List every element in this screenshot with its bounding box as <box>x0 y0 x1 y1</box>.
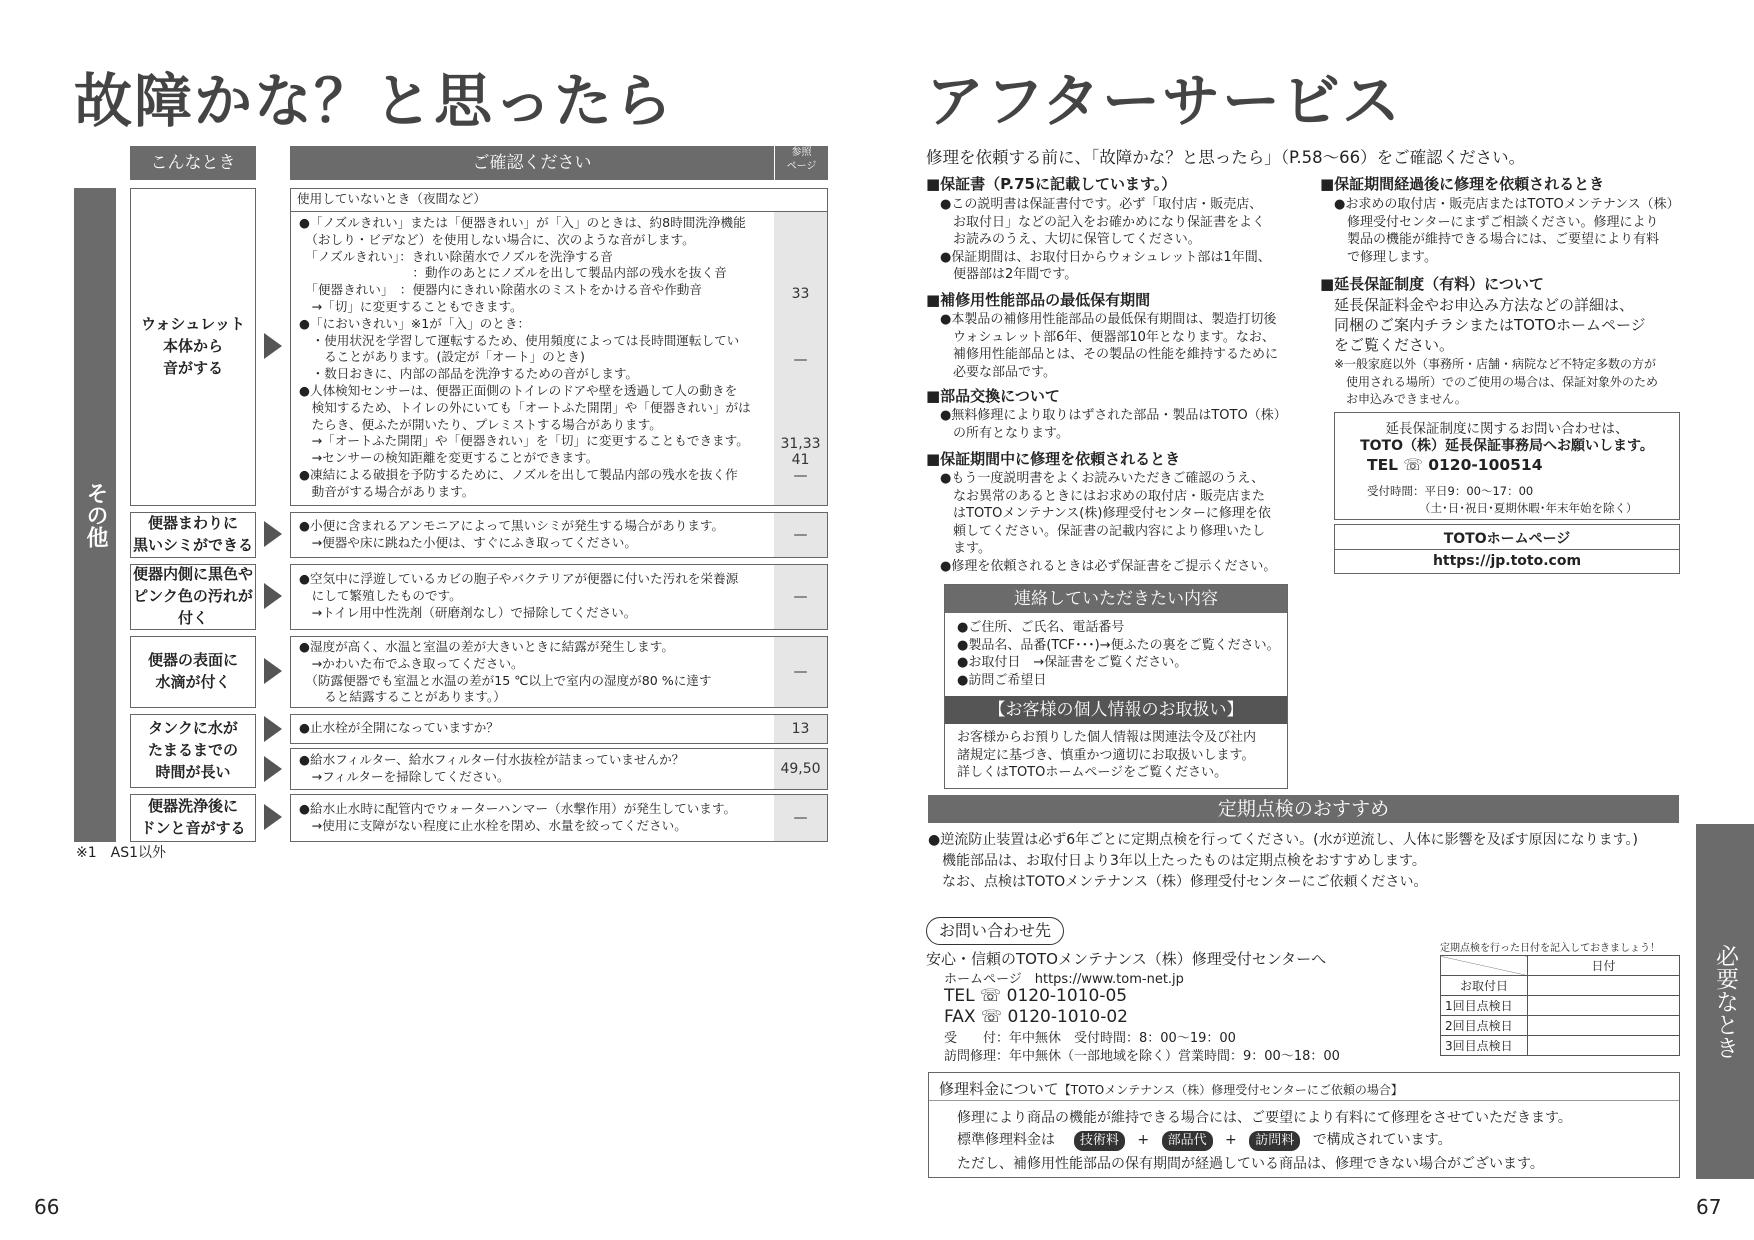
symptom-slow-tank <box>130 714 256 788</box>
fee-line3: ただし、補修用性能部品の保有期間が経過している商品は、修理できない場合がございます。 <box>957 1156 1544 1172</box>
page-number-left: 66 <box>34 1195 60 1219</box>
extended-title: ■延長保証制度（有料）について <box>1320 275 1544 293</box>
inquiry-center: 安心・信頼のTOTOメンテナンス（株）修理受付センターへ <box>926 950 1327 968</box>
ext-contact-hours: 受付時間：平日9：00～17：00 <box>1367 484 1534 498</box>
symptom-label: 便器内側に黒色や ピンク色の汚れが 付く <box>132 565 253 627</box>
ref-value: — <box>793 468 808 484</box>
fee-title-sub: 【TOTOメンテナンス（株）修理受付センターにご依頼の場合】 <box>1058 1083 1403 1097</box>
ref-column <box>774 513 827 557</box>
inspection-title: 定期点検のおすすめ <box>928 795 1679 823</box>
symptom-label: 便器洗浄後に ドンと音がする <box>140 797 246 837</box>
symptom-pink-stain <box>130 564 256 630</box>
table-row-label: 3回目点検日 <box>1441 1036 1528 1056</box>
inquiry-tel[interactable]: TEL ☏ 0120-1010-05 <box>944 986 1128 1006</box>
check-text: ●空気中に浮遊しているカビの胞子やバクテリアが便器に付いた汚れを栄養源 にして繁殖したものです。 →トイレ用中性洗剤（研磨剤なし）で掃除してください。 <box>299 571 739 620</box>
exchange-title: ■部品交換について <box>926 387 1060 405</box>
ref-value: 31,33 <box>780 436 821 452</box>
table-corner <box>1441 956 1528 976</box>
ref-value: — <box>793 664 808 680</box>
symptom-header: こんなとき <box>130 146 256 180</box>
symptom-label: タンクに水が たまるまでの 時間が長い <box>147 719 238 781</box>
ref-value: — <box>793 352 808 368</box>
check-text: ●湿度が高く、水温と室温の差が大きいときに結露が発生します。 →かわいた布でふき取ってください。 （防露便器でも室温と水温の差が15 ℃以上で室内の湿度が80 %に達す ると結露することがあります。） <box>299 639 712 705</box>
during-title: ■保証期間中に修理を依頼されるとき <box>926 450 1181 468</box>
hp-label: TOTOホームページ <box>1443 531 1571 547</box>
page-number-right: 67 <box>1696 1195 1722 1219</box>
ext-contact-hours2: （土･日･祝日･夏期休暇･年末年始を除く） <box>1419 501 1638 515</box>
ref-column <box>774 715 827 743</box>
ref-column <box>774 795 827 841</box>
ref-value: — <box>793 589 808 605</box>
check-text: ●給水フィルター、給水フィルター付水抜栓が詰まっていませんか？ →フィルターを掃除してください。 <box>299 752 685 784</box>
right-page-title: アフターサービス <box>926 67 1402 135</box>
ext-contact-line2: TOTO（株）延長保証事務局へお願いします。 <box>1360 438 1654 454</box>
check-valve <box>290 714 828 744</box>
fee-line1: 修理により商品の機能が維持できる場合には、ご要望により有料にて修理をさせていただきます。 <box>957 1110 1572 1126</box>
check-text: ●小便に含まれるアンモニアによって黒いシミが発生する場合があります。 →便器や床に跳ねた小便は、すぐにふき取ってください。 <box>299 518 725 550</box>
ref-column <box>774 565 827 629</box>
inquiry-hp[interactable]: ホームページ https://www.tom-net.jp <box>944 972 1184 987</box>
inquiry-fax: FAX ☏ 0120-1010-02 <box>944 1007 1128 1027</box>
category-label: その他 <box>74 188 116 842</box>
check-filter <box>290 748 828 790</box>
hp-url[interactable]: https://jp.toto.com <box>1432 553 1582 569</box>
check-text: ●給水止水時に配管内でウォーターハンマー（水撃作用）が発生しています。 →使用に支障がない程度に止水栓を閉め、水量を絞ってください。 <box>299 801 737 833</box>
date-cell[interactable] <box>1528 976 1680 996</box>
exchange-text: ●無料修理により取りはずされた部品・製品はTOTO（株） の所有となります。 <box>940 408 1287 441</box>
symptom-noise <box>130 188 256 506</box>
symptom-label: 便器の表面に 水滴が付く <box>147 651 238 691</box>
symptom-label: 便器まわりに 黒いシミができる <box>132 514 253 554</box>
date-cell[interactable] <box>1528 1016 1680 1036</box>
inquiry-hours: 受 付：年中無休 受付時間：8：00～19：00 <box>944 1031 1236 1046</box>
intro-text: 修理を依頼する前に、「故障かな？と思ったら」（P.58～66）をご確認ください。 <box>926 148 1526 167</box>
fee-line2-post: で構成されています。 <box>1312 1132 1452 1148</box>
table-header: 日付 <box>1528 956 1680 976</box>
date-cell[interactable] <box>1528 996 1680 1016</box>
fee-box <box>928 1072 1680 1178</box>
check-table-caption: 定期点検を行った日付を記入しておきましょう！ <box>1440 943 1660 954</box>
contact-box-text: ●ご住所、ご氏名、電話番号 ●製品名、品番(TCF･･･)→便ふたの裏をご覧ください。 ●お取付日 →保証書をご覧ください。 ●訪問ご希望日 <box>957 620 1280 688</box>
ref-value: 41 <box>791 452 810 468</box>
extended-note: ※一般家庭以外（事務所・店舗・病院など不特定多数の方が 使用される場所）でのご使用の場合は、保証対象外のため お申込みできません。 <box>1334 357 1659 406</box>
plus-symbol: + <box>1225 1132 1237 1148</box>
arrow-icon <box>264 804 282 830</box>
ref-value: 33 <box>791 286 810 302</box>
table-row-label: お取付日 <box>1441 976 1528 996</box>
ref-value: — <box>793 527 808 543</box>
ref-column <box>774 212 827 505</box>
extended-text: 延長保証料金やお申込み方法などの詳細は、 同梱のご案内チラシまたはTOTOホームページ をご覧ください。 <box>1334 296 1646 354</box>
check-table <box>1440 955 1680 1056</box>
ext-contact-tel[interactable]: TEL ☏ 0120-100514 <box>1367 456 1543 474</box>
arrow-icon <box>264 756 282 782</box>
check-text: ●「ノズルきれい」または「便器きれい」が「入」のときは、約8時間洗浄機能 （おしり・ビデなど）を使用しない場合に、次のような音がします。 「ノズルきれい」：きれい除菌水でノズルを洗浄する音 ：動作のあとにノズルを出して製品内部の残水を抜く音 「便器きれい」 ：便器内にきれい除菌水のミストをかける音や作動音 →「切」に変更することもできます。 ●「においきれい」※1が「入」のとき： ・使用状況を学習して運転するため、使用頻度によっては長時間運転してい ることがあります。(設定が「オート」のとき) ・数日おきに、内部の部品を洗浄するための音がします。 ●人体検知センサーは、便器正面側のトイレのドアや壁を透過して人の動きを 検知するため、トイレの外にいても「オートふた開閉」や「便器きれい」がは たらき、便ふたが開いたり、プレミストする場合があります。 →「オートふた開閉」や「便器きれい」を「切」に変更することもできます。 →センサーの検知距離を変更することができます。 ●凍結による破損を予防するために、ノズルを出して製品内部の残水を抜く作 動音がする場合があります。 <box>299 215 751 499</box>
date-cell[interactable] <box>1528 1036 1680 1056</box>
contact-box-title: 連絡していただきたい内容 <box>945 585 1287 613</box>
footnote: ※1 AS1以外 <box>76 845 167 861</box>
check-header: ご確認ください <box>290 146 774 180</box>
arrow-icon <box>264 333 282 359</box>
check-noise <box>290 188 828 506</box>
ref-value: 13 <box>791 721 810 737</box>
check-water-hammer <box>290 794 828 842</box>
fee-line2-pre: 標準修理料金は <box>957 1132 1055 1148</box>
after-title: ■保証期間経過後に修理を依頼されるとき <box>1320 175 1605 193</box>
arrow-icon <box>264 583 282 609</box>
hp-box <box>1334 524 1680 574</box>
table-row-label: 2回目点検日 <box>1441 1016 1528 1036</box>
inquiry-visit: 訪問修理：年中無休（一部地域を除く）営業時間：9：00～18：00 <box>944 1049 1340 1064</box>
arrow-icon <box>264 716 282 742</box>
ref-column <box>774 749 827 789</box>
ext-contact-box <box>1334 412 1680 520</box>
warranty-text: ●この説明書は保証書付です。必ず「取付店・販売店、 お取付日」などの記入をお確かめになり保証書をよく お読みのうえ、大切に保管してください。 ●保証期間は、お取付日からウォシュレット部は1年間、 便器部は2年間です。 <box>940 197 1271 282</box>
privacy-box-text: お客様からお預りした個人情報は関連法令及び社内 諸規定に基づき、慎重かつ適切にお取扱いします。 詳しくはTOTOホームページをご覧ください。 <box>957 730 1257 780</box>
contact-box <box>944 584 1288 789</box>
fee-item-parts: 部品代 <box>1162 1131 1213 1151</box>
warranty-title: ■保証書（P.75に記載しています。） <box>926 175 1177 193</box>
side-tab[interactable]: 必要なとき <box>1696 824 1754 1179</box>
symptom-label: ウォシュレット 本体から 音がする <box>141 315 245 377</box>
inquiry-label: お問い合わせ先 <box>926 917 1064 945</box>
ref-header: 参照 ページ <box>775 146 828 180</box>
arrow-icon <box>264 521 282 547</box>
ref-value: — <box>793 810 808 826</box>
table-row-label: 1回目点検日 <box>1441 996 1528 1016</box>
inspection-text: ●逆流防止装置は必ず6年ごとに定期点検を行ってください。(水が逆流し、人体に影響を及ぼす原因になります。) 機能部品は、お取付日より3年以上たったものは定期点検をおすすめします。 なお、点検はTOTOメンテナンス（株）修理受付センターにご依頼ください。 <box>928 832 1638 890</box>
during-text: ●もう一度説明書をよくお読みいただきご確認のうえ、 なお異常のあるときにはお求めの取付店・販売店また はTOTOメンテナンス(株)修理受付センターに修理を依 頼してください。保証書の記載内容により修理いたし ます。 ●修理を依頼されるときは必ず保証書をご提示ください。 <box>940 471 1277 574</box>
parts-text: ●本製品の補修用性能部品の最低保有期間は、製造打切後 ウォシュレット部6年、便器部10年となります。なお、 補修用性能部品とは、その製品の性能を維持するために 必要な部品です。 <box>940 312 1279 380</box>
privacy-box-title: 【お客様の個人情報のお取扱い】 <box>945 696 1287 724</box>
ext-contact-line1: 延長保証制度に関するお問い合わせは、 <box>1385 421 1629 437</box>
check-intro: 使用していないとき（夜間など） <box>297 191 486 206</box>
symptom-black-stain <box>130 512 256 558</box>
ref-column <box>774 637 827 707</box>
parts-title: ■補修用性能部品の最低保有期間 <box>926 291 1151 309</box>
ref-value: 49,50 <box>780 761 821 777</box>
fee-item-tech: 技術料 <box>1074 1131 1125 1151</box>
symptom-water-hammer <box>130 794 256 842</box>
check-black-stain <box>290 512 828 558</box>
after-text: ●お求めの取付店・販売店またはTOTOメンテナンス（株） 修理受付センターにまずご相談ください。修理により 製品の機能が維持できる場合には、ご要望により有料 で修理します。 <box>1334 197 1680 265</box>
left-page-title: 故障かな？と思ったら <box>74 67 675 135</box>
fee-title: 修理料金について <box>939 1080 1059 1098</box>
plus-symbol: + <box>1137 1132 1150 1148</box>
fee-item-visit: 訪問料 <box>1249 1131 1300 1151</box>
check-pink-stain <box>290 564 828 630</box>
symptom-condensation <box>130 636 256 708</box>
check-condensation <box>290 636 828 708</box>
check-text: ●止水栓が全開になっていますか？ <box>299 720 499 735</box>
arrow-icon <box>264 658 282 684</box>
